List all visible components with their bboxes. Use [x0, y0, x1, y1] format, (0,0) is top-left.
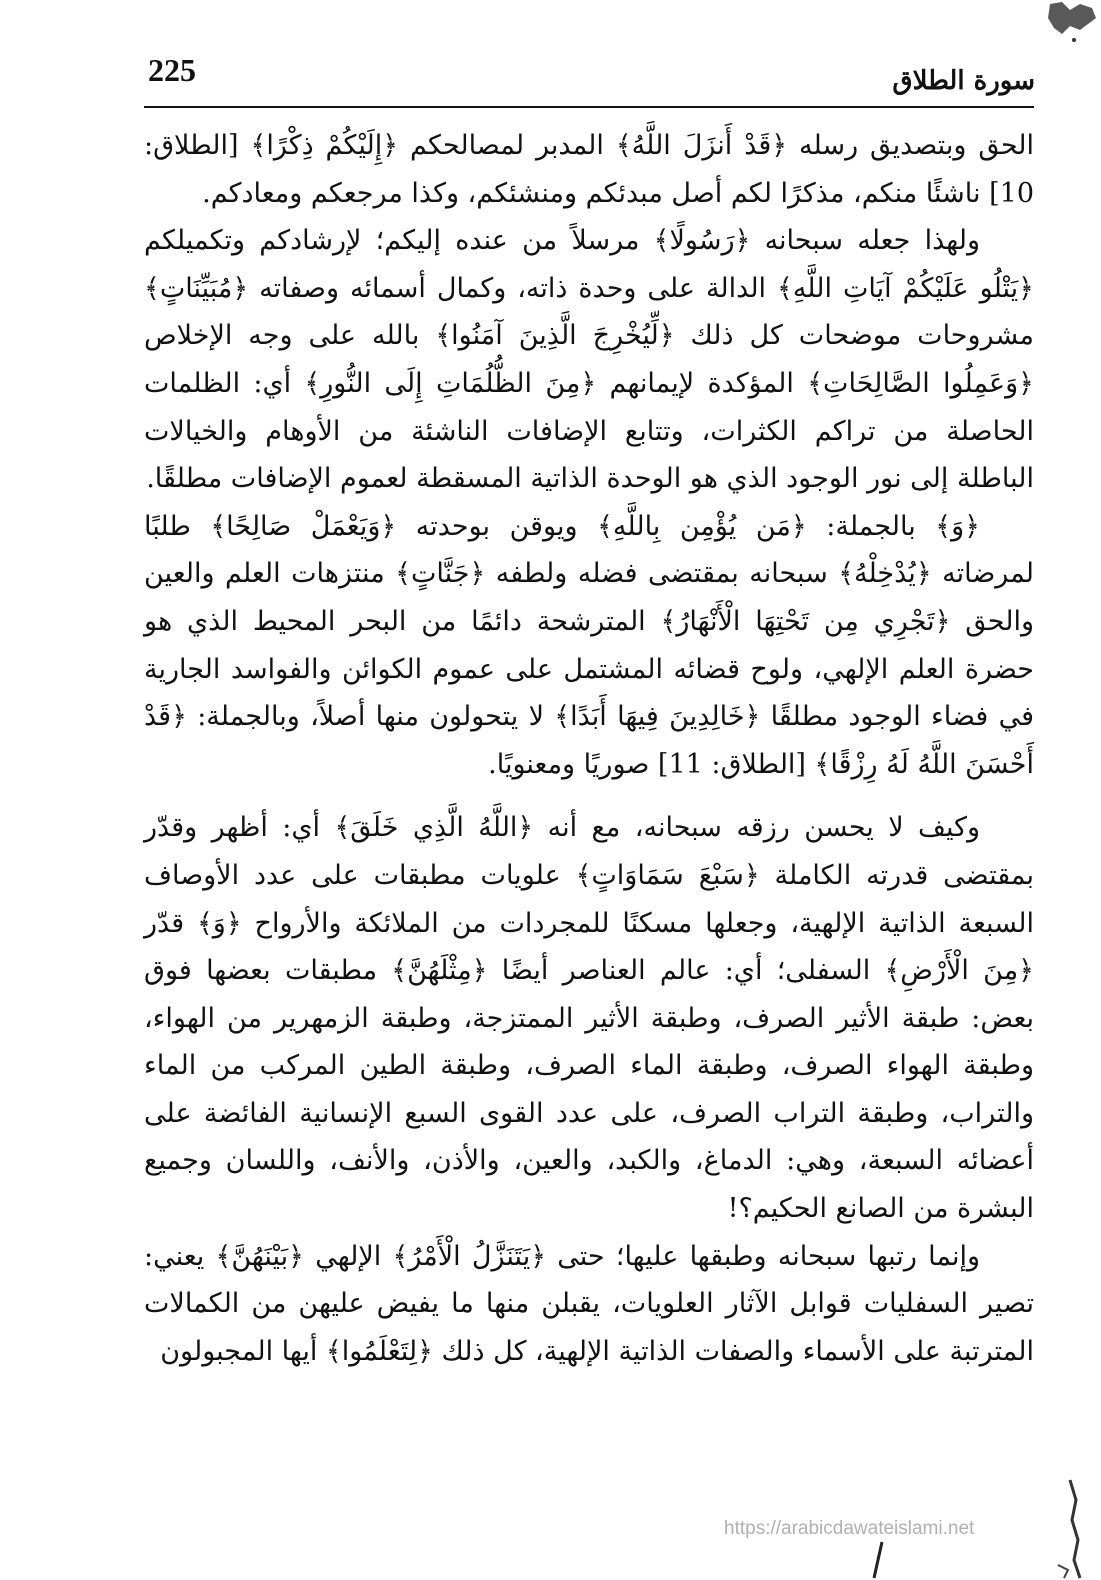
scan-artifact-bottom	[1050, 1470, 1101, 1580]
paragraph: وإنما رتبها سبحانه وطبقها عليها؛ حتى ﴿يَتَنَزَّلُ الْأَمْرُ﴾ الإلهي ﴿بَيْنَهُنَّ﴾ يعني: تصير السفليات قوابل الآثار العلويات، يقبلن منها ما يفيض عليهن من الكمالات المترتبة على الأسماء والصفات الذاتية الإلهية، كل ذلك ﴿لِتَعْلَمُوا﴾ أيها المجبولون	[144, 1240, 1034, 1367]
paragraph: ولهذا جعله سبحانه ﴿رَسُولًا﴾ مرسلاً من عنده إليكم؛ لإرشادكم وتكميلكم ﴿يَتْلُو عَلَيْكُمْ آيَاتِ اللَّهِ﴾ الدالة على وحدة ذاته، وكمال أسمائه وصفاته ﴿مُبَيِّنَاتٍ﴾ مشروحات موضحات كل ذلك ﴿لِّيُخْرِجَ الَّذِينَ آمَنُوا﴾ بالله على وجه الإخلاص ﴿وَعَمِلُوا الصَّالِحَاتِ﴾ المؤكدة لإيمانهم ﴿مِنَ الظُّلُمَاتِ إِلَى النُّورِ﴾ أي: الظلمات الحاصلة من تراكم الكثرات، وتتابع الإضافات الناشئة من الأوهام والخيالات الباطلة إلى نور الوجود الذي هو الوحدة الذاتية المسقطة لعموم الإضافات مطلقًا.	[144, 225, 1034, 495]
scan-artifact-mark	[868, 1540, 888, 1580]
body-text	[144, 122, 1034, 1375]
scan-artifact-top	[1040, 0, 1101, 50]
page-number: 225	[148, 52, 196, 88]
paragraph: الحق وبتصديق رسله ﴿قَدْ أَنزَلَ اللَّهُ﴾ المدبر لمصالحكم ﴿إِلَيْكُمْ ذِكْرًا﴾ [الطلاق: 10] ناشئًا منكم، مذكرًا لكم أصل مبدئكم ومنشئكم، وكذا مرجعكم ومعادكم.	[144, 130, 1034, 209]
header-divider	[144, 106, 1034, 108]
surah-title: سورة الطلاق	[892, 66, 1035, 96]
paragraph: ﴿وَ﴾ بالجملة: ﴿مَن يُؤْمِن بِاللَّهِ﴾ ويوقن بوحدته ﴿وَيَعْمَلْ صَالِحًا﴾ طلبًا لمرضاته ﴿يُدْخِلْهُ﴾ سبحانه بمقتضى فضله ولطفه ﴿جَنَّاتٍ﴾ منتزهات العلم والعين والحق ﴿تَجْرِي مِن تَحْتِهَا الْأَنْهَارُ﴾ المترشحة دائمًا من البحر المحيط الذي هو حضرة العلم الإلهي، ولوح قضائه المشتمل على عموم الكوائن والفواسد الجارية في فضاء الوجود مطلقًا ﴿خَالِدِينَ فِيهَا أَبَدًا﴾ لا يتحولون منها أصلاً، وبالجملة: ﴿قَدْ أَحْسَنَ اللَّهُ لَهُ رِزْقًا﴾ [الطلاق: 11] صوريًا ومعنويًا.	[144, 510, 1034, 780]
watermark: https://arabicdawateislami.net	[724, 1518, 975, 1539]
paragraph: وكيف لا يحسن رزقه سبحانه، مع أنه ﴿اللَّهُ الَّذِي خَلَقَ﴾ أي: أظهر وقدّر بمقتضى قدرته الكاملة ﴿سَبْعَ سَمَاوَاتٍ﴾ علويات مطبقات على عدد الأوصاف السبعة الذاتية الإلهية، وجعلها مسكنًا للمجردات من الملائكة والأرواح ﴿وَ﴾ قدّر ﴿مِنَ الْأَرْضِ﴾ السفلى؛ أي: عالم العناصر أيضًا ﴿مِثْلَهُنَّ﴾ مطبقات بعضها فوق بعض: طبقة الأثير الصرف، وطبقة الأثير الممتزجة، وطبقة الزمهرير من الهواء، وطبقة الهواء الصرف، وطبقة الماء الصرف، وطبقة الطين المركب من الماء والتراب، وطبقة التراب الصرف، على عدد القوى السبع الإنسانية الفائضة على أعضائه السبعة، وهي: الدماغ، والكبد، والعين، والأذن، والأنف، واللسان وجميع البشرة من الصانع الحكيم؟!	[144, 812, 1035, 1225]
